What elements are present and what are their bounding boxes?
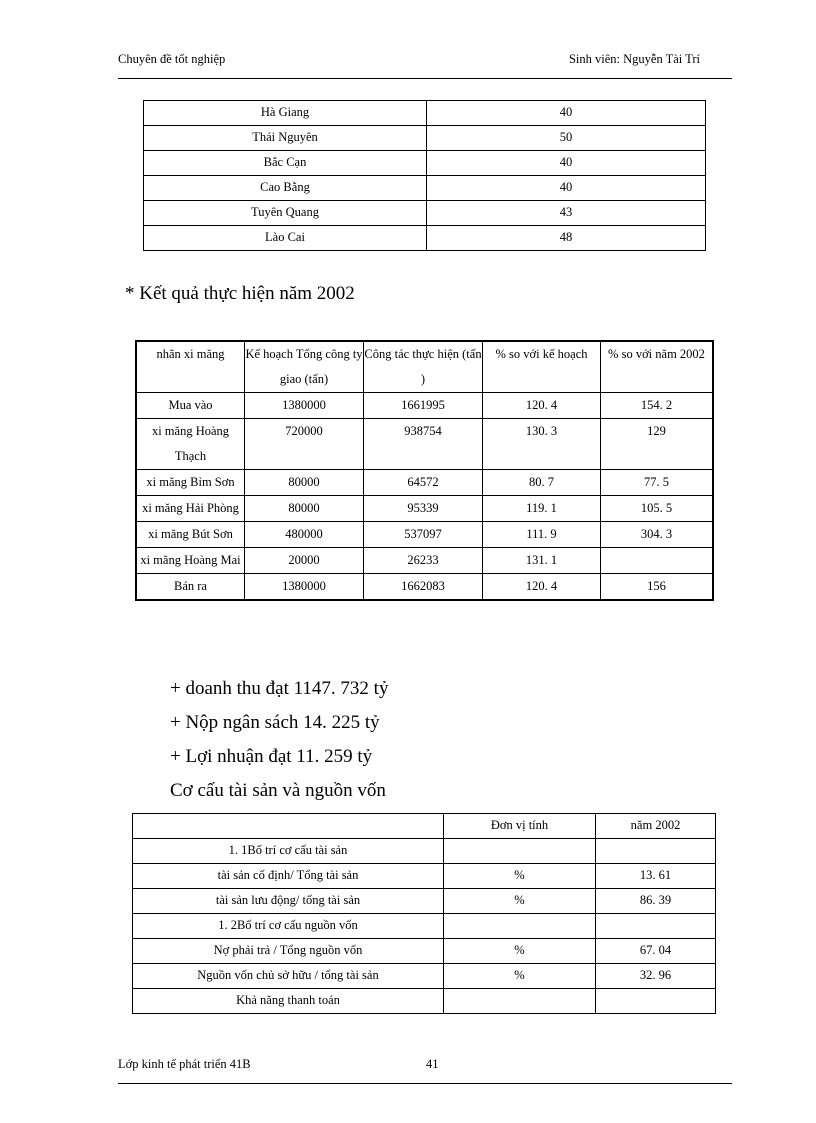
table-cell: Khả năng thanh toán — [133, 989, 444, 1014]
table-cell: 64572 — [364, 470, 483, 496]
profit-line: + Lợi nhuận đạt 11. 259 tỷ — [170, 746, 373, 767]
table-cell: Tuyên Quang — [144, 201, 427, 226]
table-cell: Nợ phải trả / Tổng nguồn vốn — [133, 939, 444, 964]
table-row — [144, 151, 706, 176]
table-cell: Công tác thực hiện (tấn ) — [364, 341, 483, 393]
header-left: Chuyên đề tốt nghiệp — [118, 52, 226, 66]
table-cell: 938754 — [364, 419, 483, 470]
table-cell: Cao Bằng — [144, 176, 427, 201]
table-cell: tài sản lưu động/ tổng tài sản — [133, 889, 444, 914]
table-row — [136, 419, 713, 470]
table-row — [136, 548, 713, 574]
table-cell: 50 — [427, 126, 706, 151]
footer-left: Lớp kinh tế phát triển 41B — [118, 1057, 251, 1071]
table-cell: 80. 7 — [483, 470, 601, 496]
table-row — [136, 470, 713, 496]
table-cell: 720000 — [245, 419, 364, 470]
table-cell: Bắc Cạn — [144, 151, 427, 176]
table-cell: 86. 39 — [596, 889, 716, 914]
table-cell: 105. 5 — [601, 496, 714, 522]
structure-title: Cơ cấu tài sản và nguồn vốn — [170, 780, 386, 801]
province-table — [143, 100, 706, 251]
header-right: Sinh viên: Nguyễn Tài Trí — [568, 52, 700, 66]
table-cell: 120. 4 — [483, 574, 601, 601]
table-cell: 32. 96 — [596, 964, 716, 989]
table-cell: 131. 1 — [483, 548, 601, 574]
table-row — [133, 839, 716, 864]
table-cell: xi măng Hoàng Mai — [136, 548, 245, 574]
table-cell: 77. 5 — [601, 470, 714, 496]
table-cell: Hà Giang — [144, 101, 427, 126]
table-cell: Bán ra — [136, 574, 245, 601]
table-cell: xi măng Hải Phòng — [136, 496, 245, 522]
table-cell — [133, 814, 444, 839]
table-cell: Đơn vị tính — [444, 814, 596, 839]
table-cell: % so với kế hoạch — [483, 341, 601, 393]
table-cell: 537097 — [364, 522, 483, 548]
table-cell — [596, 914, 716, 939]
table-cell — [444, 839, 596, 864]
table-row — [136, 393, 713, 419]
table-row — [144, 101, 706, 126]
table-cell: 1380000 — [245, 574, 364, 601]
table-cell — [596, 839, 716, 864]
table-cell: 95339 — [364, 496, 483, 522]
table-cell: 156 — [601, 574, 714, 601]
table-row — [133, 864, 716, 889]
table-cell: tài sản cố định/ Tổng tài sản — [133, 864, 444, 889]
table-cell: 1. 2Bố trí cơ cấu nguồn vốn — [133, 914, 444, 939]
table-cell: 67. 04 — [596, 939, 716, 964]
table-cell: xi măng Hoàng Thạch — [136, 419, 245, 470]
table-cell: % — [444, 864, 596, 889]
table-row — [133, 964, 716, 989]
table-cell: % so với năm 2002 — [601, 341, 714, 393]
table-cell: Thái Nguyên — [144, 126, 427, 151]
section-heading: * Kết quả thực hiện năm 2002 — [125, 283, 355, 304]
revenue-line: + doanh thu đạt 1147. 732 tỷ — [170, 678, 389, 699]
table-cell: 20000 — [245, 548, 364, 574]
table-cell: 129 — [601, 419, 714, 470]
table-cell: Lào Cai — [144, 226, 427, 251]
table-cell: 13. 61 — [596, 864, 716, 889]
table-cell — [596, 989, 716, 1014]
table-cell: năm 2002 — [596, 814, 716, 839]
table-cell: 111. 9 — [483, 522, 601, 548]
table-row — [144, 201, 706, 226]
table-cell: 1662083 — [364, 574, 483, 601]
table-cell: 120. 4 — [483, 393, 601, 419]
table-cell: 1. 1Bố trí cơ cấu tài sản — [133, 839, 444, 864]
table-cell: 80000 — [245, 496, 364, 522]
table-row — [136, 496, 713, 522]
budget-line: + Nộp ngân sách 14. 225 tỷ — [170, 712, 380, 733]
table-cell: 43 — [427, 201, 706, 226]
table-row — [133, 914, 716, 939]
table-cell: 26233 — [364, 548, 483, 574]
table-cell: Mua vào — [136, 393, 245, 419]
table-cell: 40 — [427, 151, 706, 176]
table-row — [133, 989, 716, 1014]
table-cell: 1661995 — [364, 393, 483, 419]
table-cell: Nguồn vốn chủ sở hữu / tổng tài sản — [133, 964, 444, 989]
table-row — [144, 226, 706, 251]
asset-structure-table — [132, 813, 716, 1014]
page-footer — [118, 1057, 732, 1084]
table-cell: 40 — [427, 101, 706, 126]
table-cell: % — [444, 939, 596, 964]
table-row — [133, 939, 716, 964]
table-cell: 40 — [427, 176, 706, 201]
table-row — [144, 176, 706, 201]
table-cell: nhãn xi măng — [136, 341, 245, 393]
table-cell: xi măng Bút Sơn — [136, 522, 245, 548]
table-cell: % — [444, 964, 596, 989]
table-header-row — [133, 814, 716, 839]
table-row — [144, 126, 706, 151]
table-cell: 48 — [427, 226, 706, 251]
table-cell — [601, 548, 714, 574]
table-cell — [444, 914, 596, 939]
table-header-row — [136, 341, 713, 393]
table-cell: 154. 2 — [601, 393, 714, 419]
table-cell: xi măng Bỉm Sơn — [136, 470, 245, 496]
table-cell: % — [444, 889, 596, 914]
page-header — [118, 52, 732, 79]
table-row — [133, 889, 716, 914]
table-cell: 480000 — [245, 522, 364, 548]
table-cell: 1380000 — [245, 393, 364, 419]
table-cell: 130. 3 — [483, 419, 601, 470]
table-cell: Kế hoạch Tổng công ty giao (tấn) — [245, 341, 364, 393]
table-row — [136, 574, 713, 601]
table-cell: 119. 1 — [483, 496, 601, 522]
page-number: 41 — [426, 1057, 439, 1071]
table-cell — [444, 989, 596, 1014]
table-cell: 80000 — [245, 470, 364, 496]
results-table — [135, 340, 714, 601]
table-cell: 304. 3 — [601, 522, 714, 548]
table-row — [136, 522, 713, 548]
